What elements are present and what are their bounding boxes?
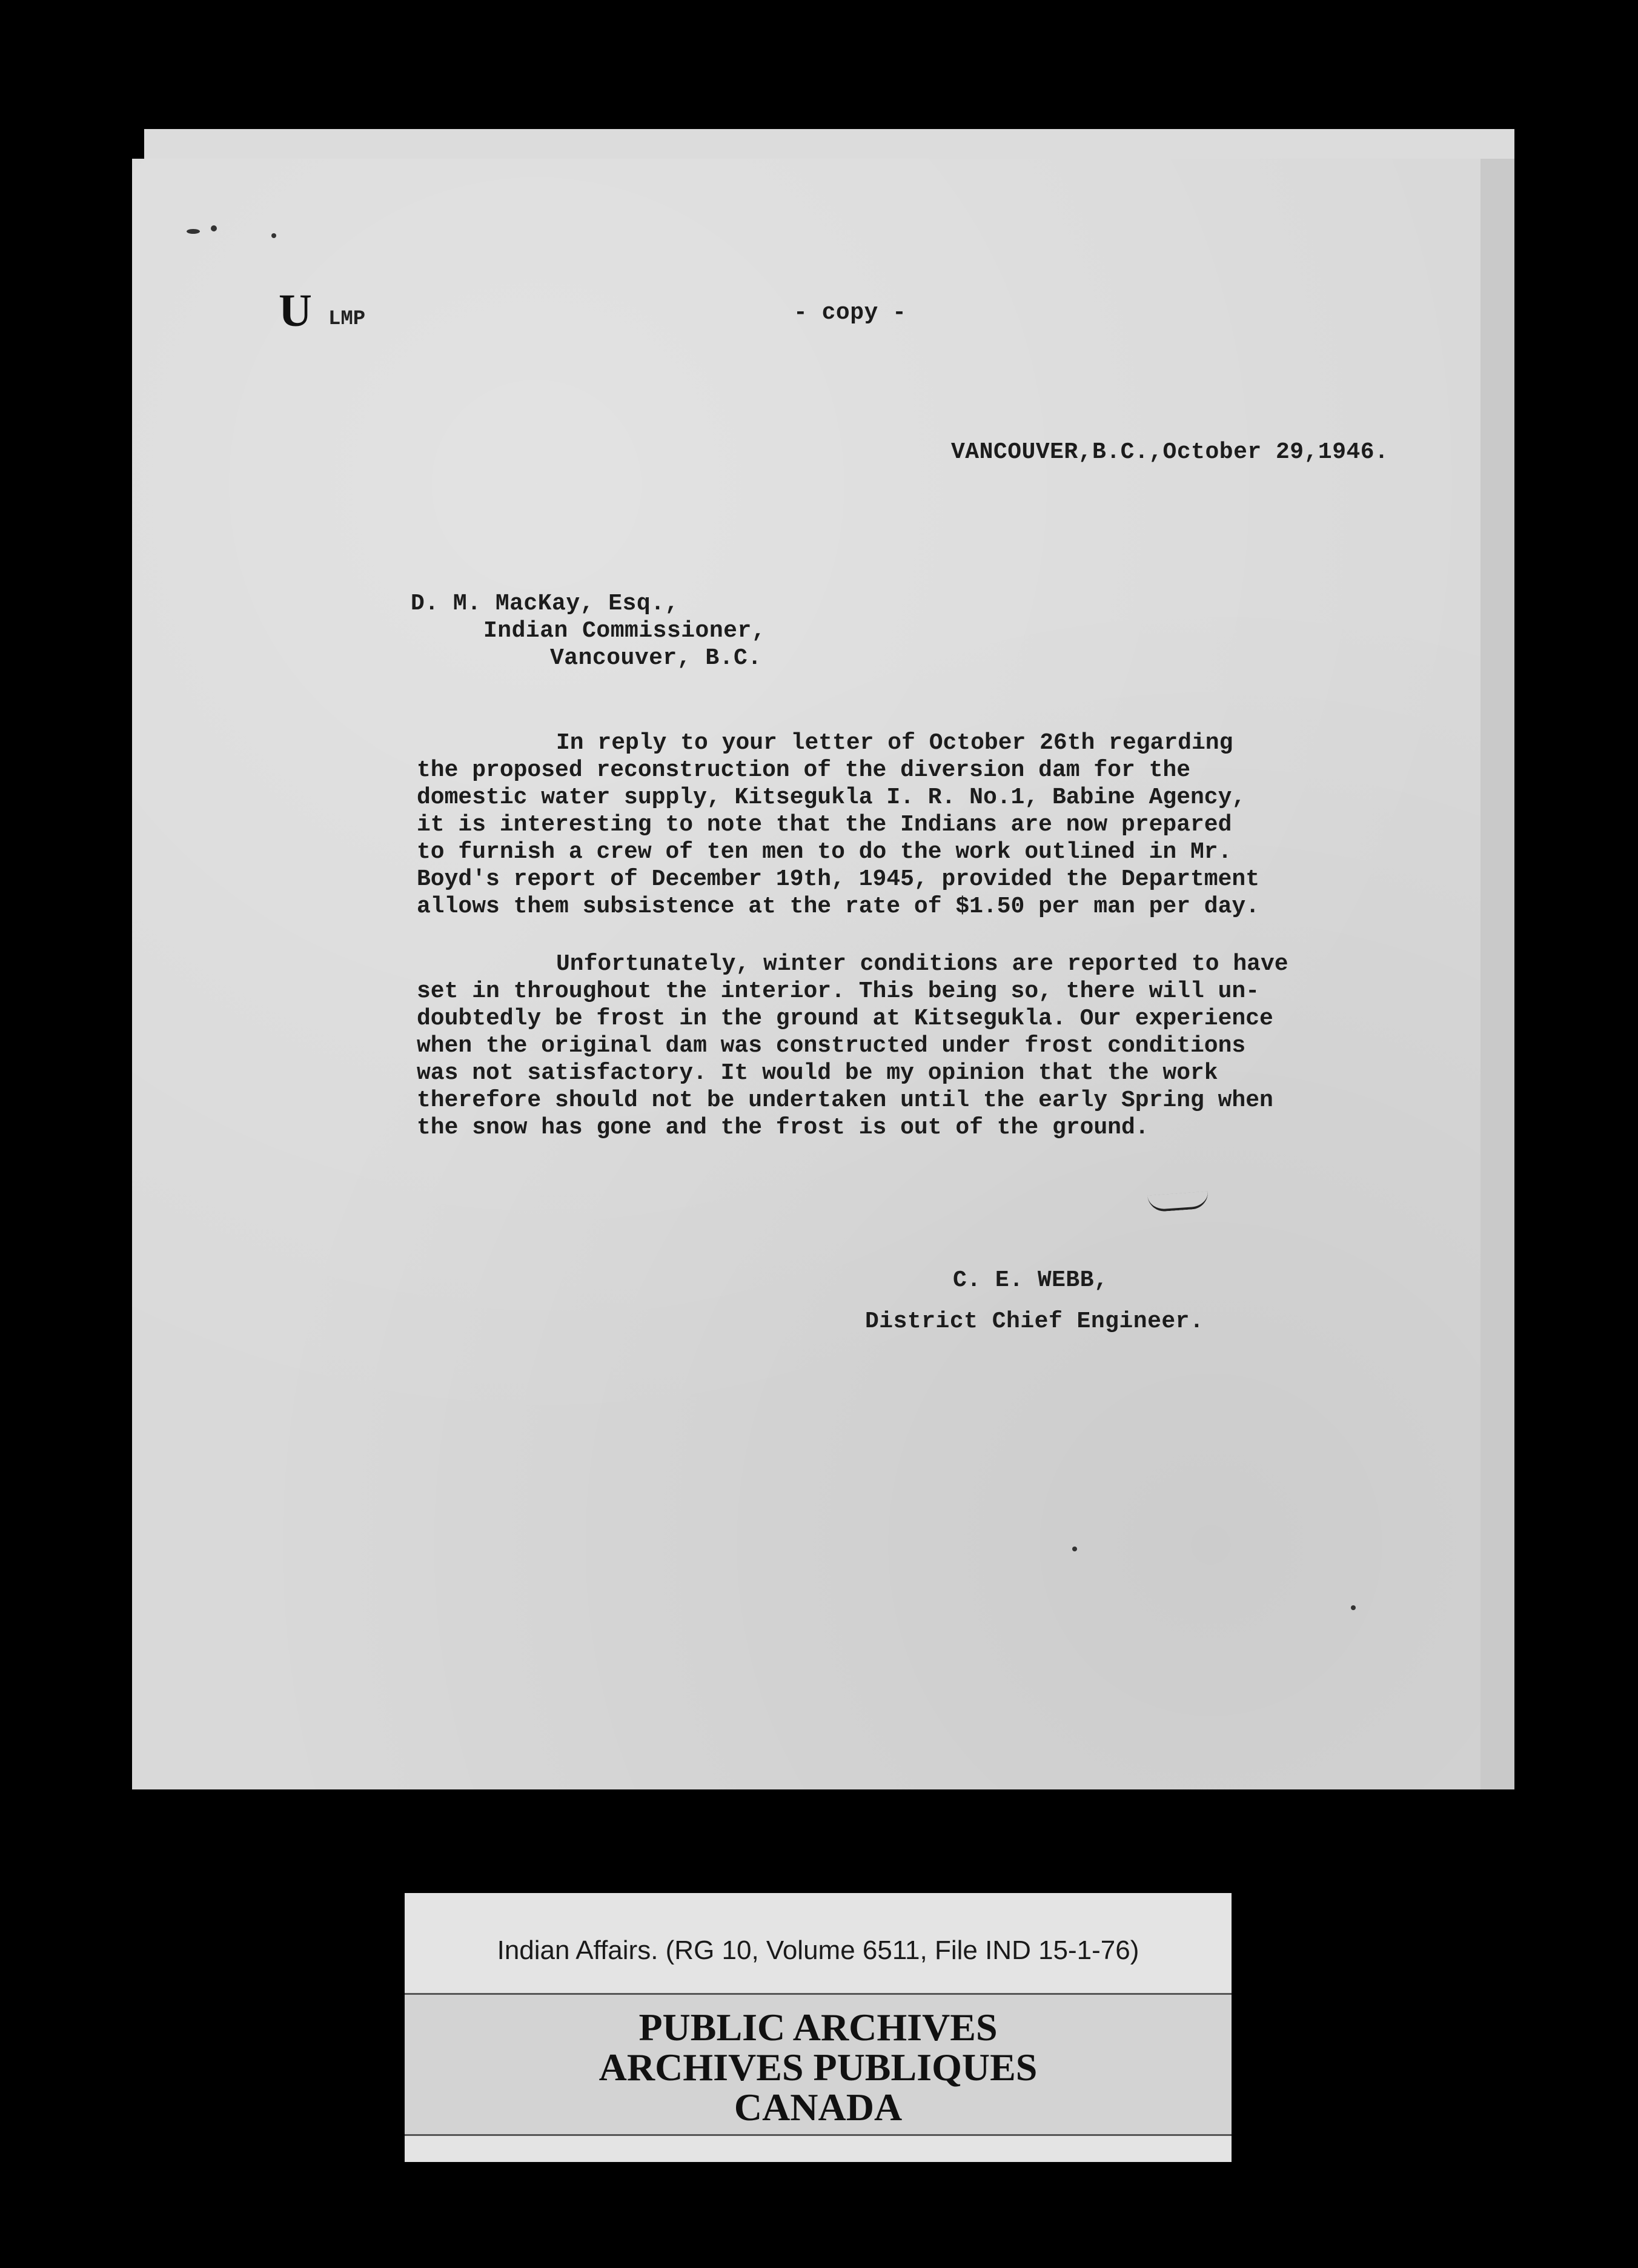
stamp-line: PUBLIC ARCHIVES <box>638 2006 998 2049</box>
copy-marker: - copy - <box>794 300 907 326</box>
paragraph-line: therefore should not be undertaken until the early Spring when <box>417 1087 1273 1113</box>
margin-mark: U <box>279 285 312 336</box>
paragraph-line: Unfortunately, winter conditions are reported to have <box>556 951 1288 977</box>
archive-stamp <box>405 1993 1232 2136</box>
initials: LMP <box>328 308 366 331</box>
paragraph-line: In reply to your letter of October 26th regarding <box>556 730 1233 756</box>
addressee-line: D. M. MacKay, Esq., <box>411 591 679 617</box>
dateline: VANCOUVER,B.C.,October 29,1946. <box>951 439 1389 465</box>
ink-speck <box>211 225 217 231</box>
paragraph-line: domestic water supply, Kitsegukla I. R. No.1, Babine Agency, <box>417 784 1246 811</box>
ink-speck <box>1351 1605 1356 1610</box>
paragraph-line: set in throughout the interior. This being so, there will un- <box>417 978 1260 1004</box>
addressee-line: Indian Commissioner, <box>483 618 766 644</box>
ink-speck <box>1072 1547 1077 1551</box>
paragraph-line: when the original dam was constructed under frost conditions <box>417 1033 1246 1059</box>
archive-reference: Indian Affairs. (RG 10, Volume 6511, File IND 15-1-76) <box>497 1935 1139 1965</box>
paragraph-line: it is interesting to note that the Indians are now prepared <box>417 812 1232 838</box>
signatory-name: C. E. WEBB, <box>953 1267 1109 1293</box>
paragraph-line: allows them subsistence at the rate of $1.50 per man per day. <box>417 894 1260 920</box>
stamp-line: ARCHIVES PUBLIQUES <box>598 2046 1038 2089</box>
paragraph-line: the proposed reconstruction of the diversion dam for the <box>417 757 1191 783</box>
paragraph-line: doubtedly be frost in the ground at Kitsegukla. Our experience <box>417 1006 1273 1032</box>
paragraph-line: Boyd's report of December 19th, 1945, provided the Department <box>417 866 1260 892</box>
addressee-line: Vancouver, B.C. <box>550 645 762 671</box>
paragraph-line: was not satisfactory. It would be my opinion that the work <box>417 1060 1218 1086</box>
ink-speck <box>187 229 200 234</box>
ink-speck <box>271 233 276 238</box>
sheet-edge <box>1480 159 1514 1789</box>
signatory-title: District Chief Engineer. <box>865 1308 1204 1335</box>
paragraph-line: to furnish a crew of ten men to do the work outlined in Mr. <box>417 839 1232 865</box>
paragraph-line: the snow has gone and the frost is out of the ground. <box>417 1115 1149 1141</box>
archive-label <box>405 1893 1232 2162</box>
stamp-line: CANADA <box>734 2086 903 2129</box>
